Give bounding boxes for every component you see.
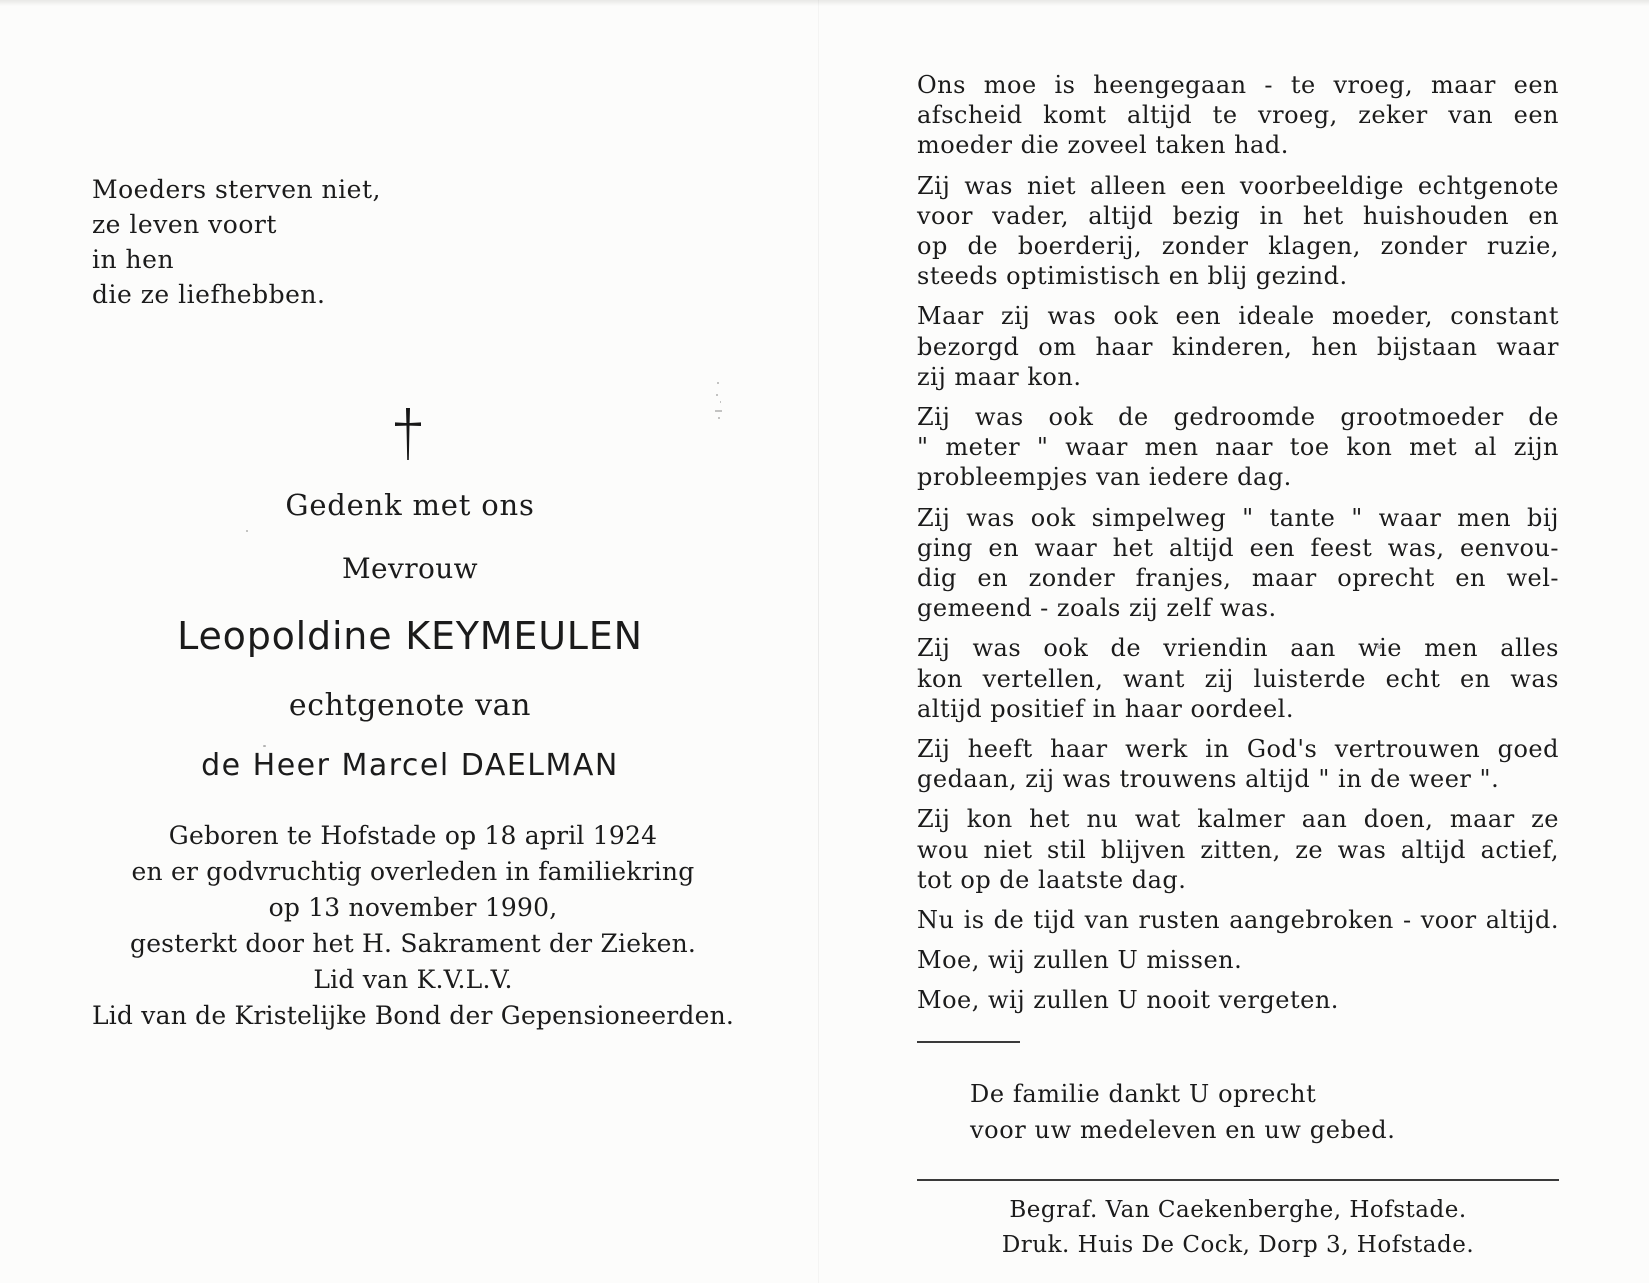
tribute-line: kon vertellen, want zij luisterde echt en was: [917, 664, 1559, 693]
biography-line: op 13 november 1990,: [268, 893, 558, 922]
paper-speck: [263, 745, 266, 747]
tribute-line: Ons moe is heengegaan - te vroeg, maar een: [917, 71, 1559, 99]
motto: [92, 172, 381, 312]
tribute-line: Moe, wij zullen U missen.: [917, 946, 1243, 975]
tribute-line: " meter " waar men naar toe kon met al zijn: [917, 433, 1559, 462]
tribute-paragraph: [917, 503, 1559, 624]
tribute-line: Zij was ook de gedroomde grootmoeder de: [917, 403, 1559, 432]
tribute-line: gemeend - zoals zij zelf was.: [917, 594, 1277, 623]
tribute-line: wou niet stil blijven zitten, ze was altijd actief,: [917, 835, 1559, 864]
printer-credit: Druk. Huis De Cock, Dorp 3, Hofstade.: [1001, 1232, 1475, 1258]
tribute-line: voor vader, altijd bezig in het huishouden en: [917, 201, 1559, 230]
tribute-paragraph: [917, 804, 1559, 895]
tribute-line: tot op de laatste dag.: [917, 865, 1187, 894]
spouse-name: de Heer Marcel DAELMAN: [201, 748, 619, 783]
tribute-paragraph: [917, 171, 1559, 292]
tribute-paragraph: [917, 905, 1559, 935]
spouse-label: echtgenote van: [288, 688, 532, 723]
motto-line: in hen: [92, 245, 175, 274]
tribute-paragraph: [917, 734, 1559, 794]
tribute-line: bezorgd om haar kinderen, hen bijstaan waar: [917, 332, 1559, 361]
motto-line: die ze liefhebben.: [92, 280, 326, 309]
memorial-invitation: Gedenk met ons: [285, 488, 535, 522]
paper-speck-marks: [712, 380, 724, 432]
biography-line: Lid van K.V.L.V.: [313, 965, 513, 994]
biography-line: gesterkt door het H. Sakrament der Zieken.: [129, 929, 697, 958]
tribute-paragraph: [917, 985, 1559, 1015]
cross-icon: [390, 406, 426, 462]
thanks-line: De familie dankt U oprecht: [970, 1080, 1317, 1108]
tribute-line: gedaan, zij was trouwens altijd " in de weer ".: [917, 765, 1500, 794]
tribute-line: dig en zonder franjes, maar oprecht en wel-: [917, 564, 1559, 593]
motto-line: Moeders sterven niet,: [92, 175, 381, 204]
paper-speck: [246, 530, 248, 532]
biography-line: Geboren te Hofstade op 18 april 1924: [168, 821, 658, 850]
printer-credits: [917, 1193, 1559, 1263]
tribute-line: steeds optimistisch en blij gezind.: [917, 262, 1348, 291]
section-divider: [917, 1041, 1020, 1043]
biography-line: en er godvruchtig overleden in familiekring: [131, 857, 695, 886]
tribute-line: altijd positief in haar oordeel.: [917, 694, 1294, 723]
family-thanks: [970, 1076, 1395, 1148]
tribute-line: Zij heeft haar werk in God's vertrouwen goed: [917, 735, 1559, 764]
deceased-title: Mevrouw: [341, 552, 479, 585]
motto-line: ze leven voort: [92, 210, 277, 239]
left-panel: [0, 0, 818, 1283]
biography-line: Lid van de Kristelijke Bond der Gepensioneerden.: [91, 1001, 735, 1030]
tribute-paragraph: [917, 70, 1559, 161]
tribute-paragraph: [917, 945, 1559, 975]
tribute-line: Nu is de tijd van rusten aangebroken - voor altijd.: [917, 906, 1559, 935]
tribute-paragraph: [917, 633, 1559, 724]
footer-divider: [917, 1179, 1559, 1181]
tribute-line: Zij was ook de vriendin aan wie men alles: [917, 634, 1559, 663]
deceased-name: Leopoldine KEYMEULEN: [177, 614, 643, 658]
tribute-paragraph: [917, 301, 1559, 392]
tribute-text: [917, 70, 1559, 1026]
thanks-line: voor uw medeleven en uw gebed.: [970, 1116, 1396, 1144]
tribute-line: Moe, wij zullen U nooit vergeten.: [917, 986, 1339, 1015]
tribute-line: zij maar kon.: [917, 362, 1082, 391]
tribute-line: Zij was niet alleen een voorbeeldige echtgenote: [917, 171, 1559, 200]
tribute-line: Zij was ook simpelweg " tante " waar men bij: [917, 503, 1559, 532]
tribute-line: Zij kon het nu wat kalmer aan doen, maar ze: [917, 805, 1559, 834]
tribute-line: op de boerderij, zonder klagen, zonder ruzie,: [917, 232, 1559, 261]
tribute-line: afscheid komt altijd te vroeg, zeker van een: [917, 101, 1559, 130]
biography: [88, 818, 738, 1034]
tribute-line: Maar zij was ook een ideale moeder, constant: [917, 302, 1559, 331]
tribute-paragraph: [917, 402, 1559, 493]
tribute-line: ging en waar het altijd een feest was, eenvou-: [917, 533, 1559, 562]
tribute-line: moeder die zoveel taken had.: [917, 131, 1289, 160]
tribute-line: probleempjes van iedere dag.: [917, 463, 1292, 492]
funeral-director-credit: Begraf. Van Caekenberghe, Hofstade.: [1009, 1197, 1467, 1223]
paper-speck: [1377, 645, 1382, 649]
